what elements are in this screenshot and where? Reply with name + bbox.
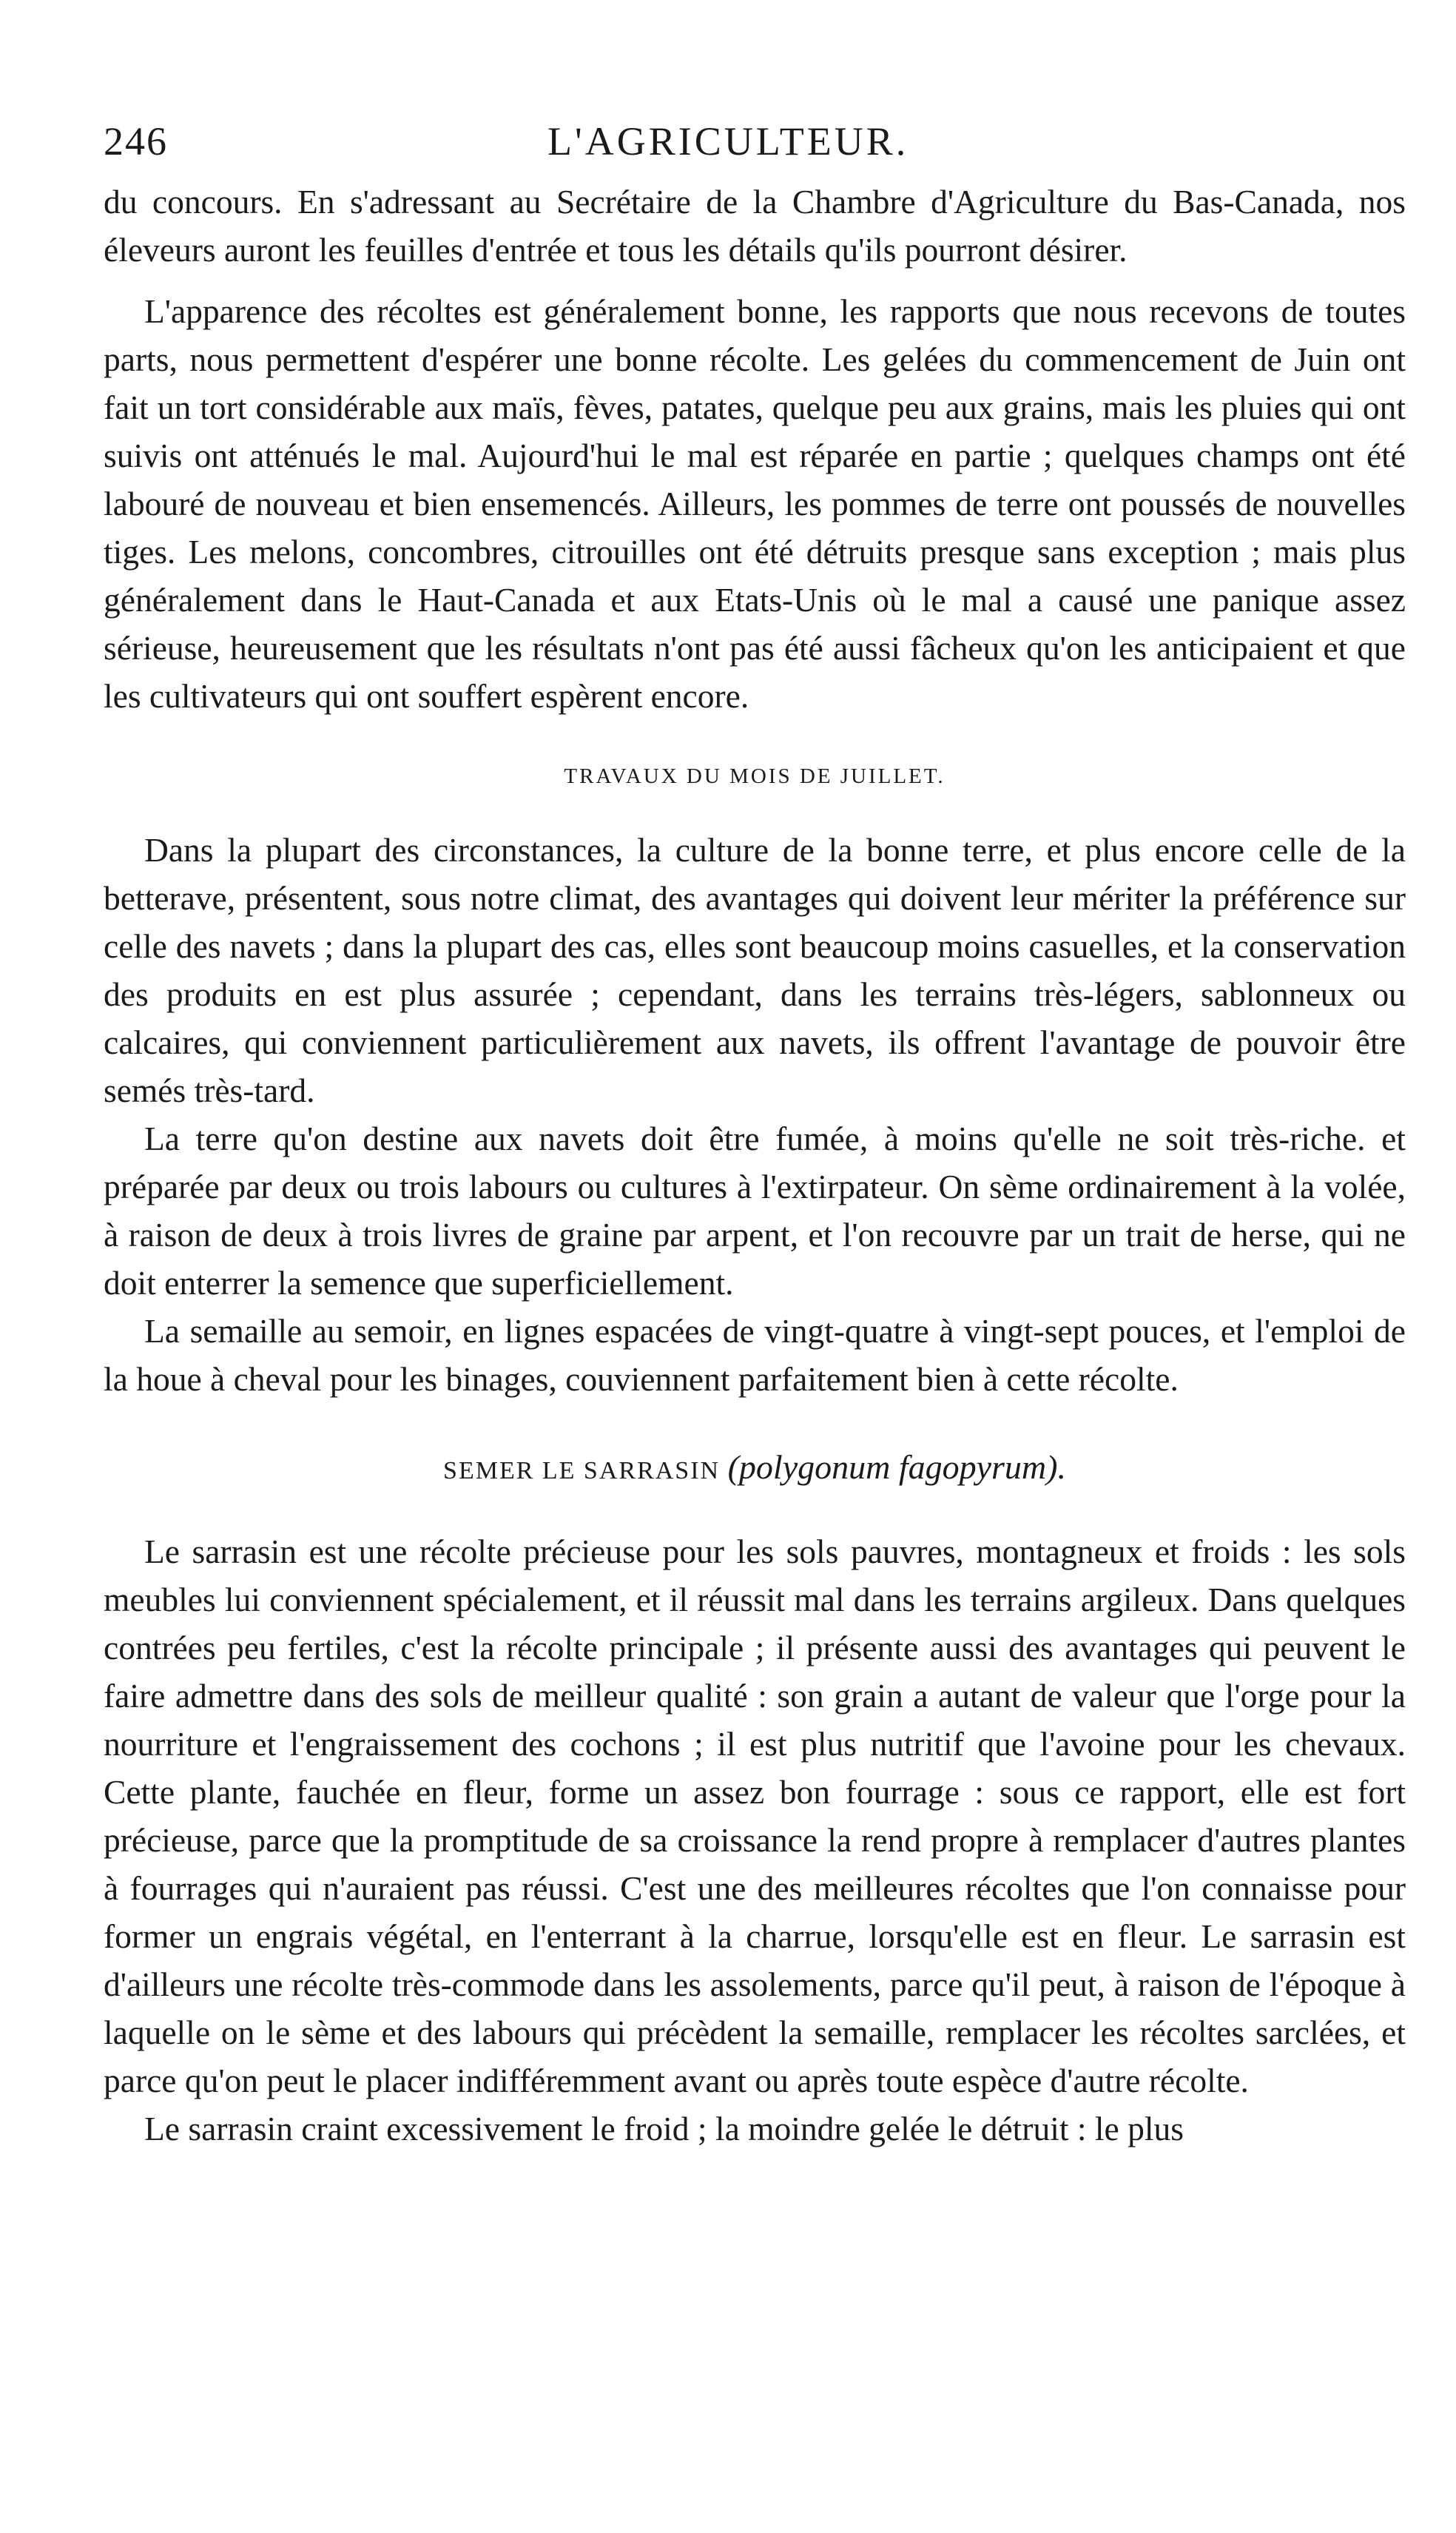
page-number: 246 [104, 119, 168, 164]
section-heading-sarrasin [104, 1447, 1406, 1487]
running-title: L'AGRICULTEUR. [547, 119, 909, 164]
paragraph-betterave: Dans la plupart des circonstances, la culture de la bonne terre, et plus encore celle de la betterave, présentent, sous notre climat, des avantages qui doivent leur mériter la préférence sur celle des navets ; dans la plupart des cas, elles sont beaucoup moins casuelles, et la conservation des produits en est plus assurée ; cependant, dans les terrains très-légers, sablonneux ou calcaires, qui conviennent particulièrement aux navets, ils offrent l'avantage de pouvoir être semés très-tard. [104, 831, 1406, 1109]
paragraph-sarrasin: Le sarrasin est une récolte précieuse pour les sols pauvres, montagneux et froids : les sols meubles lui conviennent spécialement, et il réussit mal dans les terrains argileux. Dans quelques contrées peu fertiles, c'est la récolte principale ; il présente aussi des avantages qui peuvent le faire admettre dans des sols de meilleur qualité : son grain a autant de valeur que l'orge pour la nourriture et l'engraissement des cochons ; il est plus nutritif que l'avoine pour les chevaux. Cette plante, fauchée en fleur, forme un assez bon fourrage : sous ce rapport, elle est fort précieuse, parce que la promptitude de sa croissance la rend propre à remplacer d'autres plantes à fourrages qui n'auraient pas réussi. C'est une des meilleures récoltes que l'on connaisse pour former un engrais végétal, en l'enterrant à la charrue, lorsqu'elle est en fleur. Le sarrasin est d'ailleurs une récolte très-commode dans les assolements, parce qu'il peut, à raison de l'époque à laquelle on le sème et des labours qui précèdent la semaille, remplacer les récoltes sarclées, et parce qu'on peut le placer indifféremment avant ou après toute espèce d'autre récolte. [104, 1533, 1406, 2099]
paragraph-sarrasin-froid: Le sarrasin craint excessivement le froid ; la moindre gelée le détruit : le plus [144, 2110, 1184, 2147]
paragraph-navets: La terre qu'on destine aux navets doit être fumée, à moins qu'elle ne soit très-riche. et préparée par deux ou trois labours ou cultures à l'extirpateur. On sème ordinairement à la volée, à raison de deux à trois livres de graine par arpent, et l'on recouvre par un trait de herse, qui ne doit enterrer la semence que superficiellement. [104, 1120, 1406, 1302]
paragraph-concours: du concours. En s'adressant au Secrétaire de la Chambre d'Agriculture du Bas-Canada, nos éleveurs auront les feuilles d'entrée et tous les détails qu'ils pourront désirer. [104, 183, 1406, 269]
document-page [104, 111, 1406, 2153]
paragraph-recoltes: L'apparence des récoltes est généralement bonne, les rapports que nous recevons de toutes parts, nous permettent d'espérer une bonne récolte. Les gelées du commencement de Juin ont fait un tort considérable aux maïs, fèves, patates, quelque peu aux grains, mais les pluies qui ont suivis ont atténués le mal. Aujourd'hui le mal est réparée en partie ; quelques champs ont été labouré de nouveau et bien ensemencés. Ailleurs, les pommes de terre ont poussés de nouvelles tiges. Les melons, concombres, citrouilles ont été détruits presque sans exception ; mais plus généralement dans le Haut-Canada et aux Etats-Unis où le mal a causé une panique assez sérieuse, heureusement que les résultats n'ont pas été aussi fâcheux qu'on les anticipaient et que les cultivateurs qui ont souffert espèrent encore. [104, 292, 1406, 715]
section-heading-sarrasin-caps: SEMER LE SARRASIN [443, 1457, 721, 1484]
paragraph-semaille: La semaille au semoir, en lignes espacées de vingt-quatre à vingt-sept pouces, et l'emploi de la houe à cheval pour les binages, couviennent parfaitement bien à cette récolte. [104, 1312, 1406, 1398]
section-heading-juillet: TRAVAUX DU MOIS DE JUILLET. [564, 764, 946, 788]
running-header [104, 111, 1406, 178]
section-heading-sarrasin-latin: (polygonum fagopyrum). [727, 1448, 1066, 1486]
